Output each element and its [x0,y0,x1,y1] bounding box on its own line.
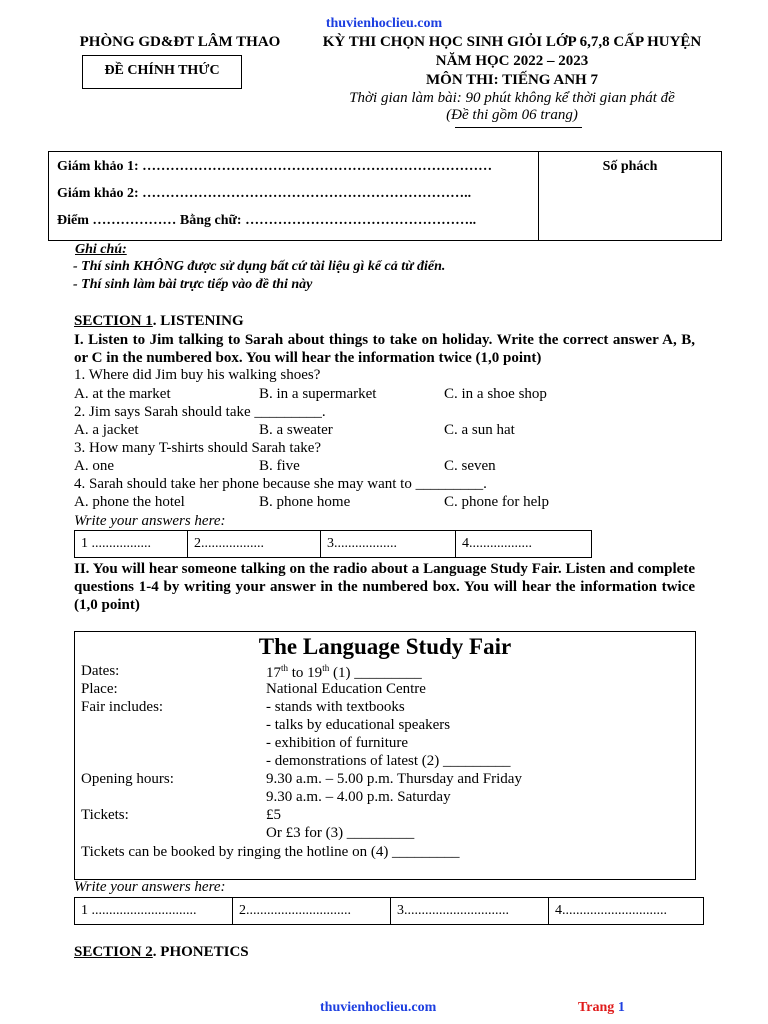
dates-value: 17th to 19th (1) _________ [266,663,422,681]
write-answers-label-2: Write your answers here: [74,879,226,895]
option-a: A. at the market [74,386,171,402]
hours-label: Opening hours: [81,771,174,787]
place-label: Place: [81,681,118,697]
answer-box-3[interactable]: 3.............................. [391,898,549,925]
hours-value: 9.30 a.m. – 4.00 p.m. Saturday [266,789,451,805]
option-b: B. a sweater [259,422,333,438]
includes-item: - stands with textbooks [266,699,405,715]
divider [455,127,582,128]
option-a: A. phone the hotel [74,494,185,510]
option-c: C. phone for help [444,494,549,510]
place-value: National Education Centre [266,681,426,697]
notes-line-2: - Thí sinh làm bài trực tiếp vào đề thi này [73,277,313,292]
answer-box-2[interactable]: 2.................. [188,531,321,558]
booking-line: Tickets can be booked by ringing the hotline on (4) _________ [81,844,460,860]
section-1-title: SECTION 1. LISTENING [74,313,244,329]
part-2-instructions: II. You will hear someone talking on the radio about a Language Study Fair. Listen and complete questions 1-4 by writing your answer in the numbered box. You will hear the information twice (1,0 point) [74,561,695,613]
option-c: C. a sun hat [444,422,515,438]
option-b: B. five [259,458,300,474]
hours-value: 9.30 a.m. – 5.00 p.m. Thursday and Friday [266,771,522,787]
part-1-instructions: I. Listen to Jim talking to Sarah about things to take on holiday. Write the correct answer A, B, or C in the numbered box. You will hear the information twice (1,0 point) [74,332,695,366]
option-b: B. in a supermarket [259,386,377,402]
includes-item: - demonstrations of latest (2) _________ [266,753,511,769]
tickets-label: Tickets: [81,807,129,823]
score-line: Điểm ……………… Bằng chữ: ………………………………………….. [57,213,477,228]
answer-box-1[interactable]: 1 .............................. [75,898,233,925]
option-c: C. seven [444,458,496,474]
write-answers-label-1: Write your answers here: [74,513,226,529]
footer-site-link[interactable]: thuvienhoclieu.com [320,1000,437,1015]
section-2-title: SECTION 2. PHONETICS [74,944,249,960]
answer-table-2 [74,897,704,925]
option-a: A. a jacket [74,422,139,438]
includes-label: Fair includes: [81,699,164,715]
answer-box-3[interactable]: 3.................. [321,531,456,558]
department-name: PHÒNG GD&ĐT LÂM THAO [79,34,281,50]
tickets-value: Or £3 for (3) _________ [266,825,415,841]
examiner-2-line: Giám khảo 2: …………………………………………………………….. [57,186,472,201]
code-label: Số phách [602,159,658,174]
site-link-top[interactable]: thuvienhoclieu.com [325,16,443,31]
answer-box-4[interactable]: 4.............................. [549,898,704,925]
answer-table-1 [74,530,592,558]
option-a: A. one [74,458,114,474]
subject: MÔN THI: TIẾNG ANH 7 [426,72,598,88]
answer-box-4[interactable]: 4.................. [456,531,592,558]
fair-info-box [74,631,696,880]
answer-box-1[interactable]: 1 ................. [75,531,188,558]
tickets-value: £5 [266,807,281,823]
time-allowed: Thời gian làm bài: 90 phút không kể thời gian phát đề [349,90,675,106]
answer-box-2[interactable]: 2.............................. [233,898,391,925]
school-year: NĂM HỌC 2022 – 2023 [435,53,589,69]
examiner-1-line: Giám khảo 1: ………………………………………………………………… [57,159,493,174]
includes-item: - exhibition of furniture [266,735,409,751]
page-count: (Đề thi gồm 06 trang) [446,107,578,123]
includes-item: - talks by educational speakers [266,717,451,733]
notes-line-1: - Thí sinh KHÔNG được sử dụng bất cứ tài liệu gì kể cả từ điển. [73,259,446,274]
notes-title: Ghi chú: [75,242,127,257]
page-number: Trang 1 [578,1000,625,1015]
official-exam-box: ĐỀ CHÍNH THỨC [82,55,242,89]
dates-label: Dates: [81,663,120,679]
grading-box [48,151,722,241]
option-b: B. phone home [259,494,351,510]
option-c: C. in a shoe shop [444,386,547,402]
fair-title: The Language Study Fair [258,634,512,659]
exam-title: KỲ THI CHỌN HỌC SINH GIỎI LỚP 6,7,8 CẤP HUYỆN [322,34,702,50]
